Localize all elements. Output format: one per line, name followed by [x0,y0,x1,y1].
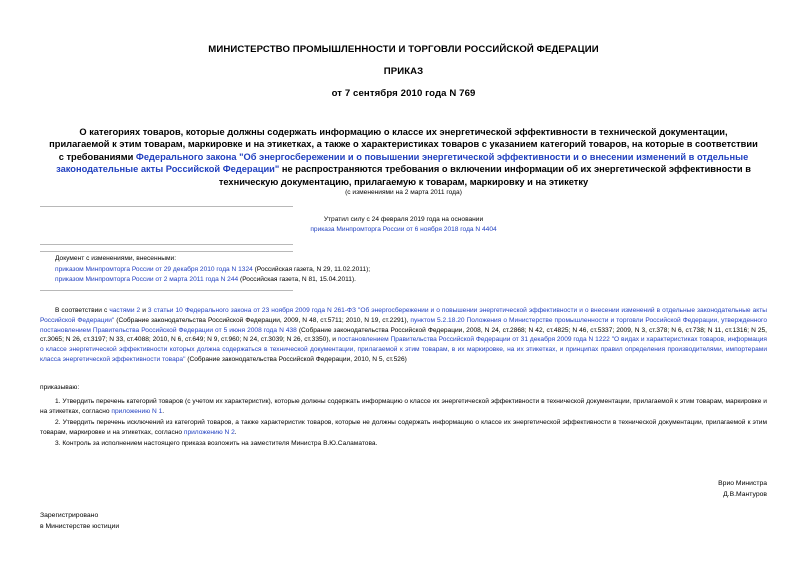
amendment-link-2[interactable]: приказом Минпромторга России от 2 марта 2011 года N 244 [55,276,239,284]
order-item-3: 3. Контроль за исполнением настоящего приказа возложить на заместителя Министра В.Ю.Саламатова. [55,440,378,447]
preamble-text: (Собрание законодательства Российской Федерации, 2010, N 5, ст.526) [185,355,407,363]
preamble-text: В соответствии с [55,307,110,314]
expiry-text: Утратил силу с 24 февраля 2019 года на основании [323,216,484,223]
ministry-regulation-link[interactable]: пунктом 5.2.18.20 Положения о Министерстве промышленности и торговли Российской Федерации, утвержденного постановлением Правительства Российской Федерации от 5 июня 2008 года N 438 [40,316,767,334]
expiry-note [40,215,767,234]
title-part-1: О категориях товаров, которые должны содержать информацию о классе их энергетической эффективности в технической документации, прилагаемой к этим товарам, маркировке и на этикетках, а также о характеристиках товаров с указанием категорий товаров, на которые в соответствии с требованиями [49,127,758,162]
appendix-2-link[interactable]: приложению N 2 [183,428,235,436]
list-item [55,265,370,276]
orders-label: приказываю: [40,384,80,391]
preamble-text: и [140,307,148,314]
signature-block [718,478,767,500]
order-item-1 [40,397,767,417]
amendment-link-1[interactable]: приказом Минпромторга России от 29 декабря 2010 года N 1324 [55,265,253,273]
amendment-source-2: (Российская газета, N 81, 15.04.2011). [238,276,356,284]
order-item-2 [40,418,767,438]
preamble-paragraph [40,306,767,365]
divider [40,206,293,207]
order-item-end: . [234,428,237,436]
amendments-note: (с изменениями на 2 марта 2011 года) [345,189,462,196]
divider [40,290,293,291]
ministry-heading: МИНИСТЕРСТВО ПРОМЫШЛЕННОСТИ И ТОРГОВЛИ РОССИЙСКОЙ ФЕДЕРАЦИИ [208,44,599,55]
title-part-2: не распространяются требования о включении информации об их энергетической эффективности в техническую документацию, прилагаемую к товарам, маркировку и на этикетку [218,164,751,187]
signatory-position: Врио Министра [718,480,767,487]
preamble-text: (Собрание законодательства Российской Федерации, 2009, N 48, ст.5711; 2010, N 19, ст.2291), [114,316,411,324]
changes-block [55,254,370,286]
law-article-10-link[interactable]: 3 статьи 10 Федерального закона от 23 ноября 2009 года N 261-ФЗ "Об энергосбережении и о повышении энергетической эффективности и о внесении изменений в отдельные законодательные акты Российской Федерации" [40,307,767,324]
order-date-number: от 7 сентября 2010 года N 769 [331,88,476,99]
registration-block [40,510,119,532]
document-title [48,126,759,188]
order-item-text: 1. Утвердить перечень категорий товаров (с учетом их характеристик), которые должны содержать информацию о классе их энергетической эффективности в технической документации, прилагаемой к этим товарам, маркировке и на этикетках, согласно [40,398,767,415]
appendix-1-link[interactable]: приложению N 1 [111,407,163,415]
amendment-source-1: (Российская газета, N 29, 11.02.2011); [252,265,371,273]
energy-law-link[interactable]: Федерального закона "Об энергосбережении и о повышении энергетической эффективности и о внесении изменений в отдельные законодательные акты Российской Федерации" [56,151,749,175]
signatory-name: Д.В.Мантуров [723,491,767,498]
divider [40,251,293,252]
list-item [55,275,370,286]
government-resolution-link[interactable]: постановлением Правительства Российской Федерации от 31 декабря 2009 года N 1222 "О видах и характеристиках товаров, информация о классе энергетической эффективности которых должна содержаться в технической документации, прилагаемой к этим товарам, в их маркировке, на их этикетках, и принципах правил определения производителями, импортерами класса энергетической эффективности товара" [40,336,767,363]
expiry-order-link[interactable]: приказа Минпромторга России от 6 ноября 2018 года N 4404 [310,225,497,233]
preamble-text: (Собрание законодательства Российской Федерации, 2008, N 24, ст.2868; N 42, ст.4825; N 46, ст.5337; 2009, N 3, ст.378; N 6, ст.738; N 11, ст.1316; N 25, ст.3065; N 26, ст.3197; N 33, ст.4088; 2010, N 6, ст.649; N 9, ст.960; N 24, ст.3039; N 26, ст.3350), и [40,326,767,344]
order-item-end: . [162,407,165,415]
registration-line-1: Зарегистрировано [40,512,99,519]
registration-line-2: в Министерстве юстиции [40,523,120,530]
order-heading: ПРИКАЗ [383,66,424,77]
order-item-text: 2. Утвердить перечень исключений из категорий товаров, а также характеристик товаров, которые не должны содержать информацию о классе их энергетической эффективности в технической документации, прилагаемой к этим товарам, маркировке и на этикетках, согласно [40,419,767,436]
divider [40,244,293,245]
law-part-2-link[interactable]: частями 2 [109,307,141,314]
changes-heading: Документ с изменениями, внесенными: [55,255,177,262]
